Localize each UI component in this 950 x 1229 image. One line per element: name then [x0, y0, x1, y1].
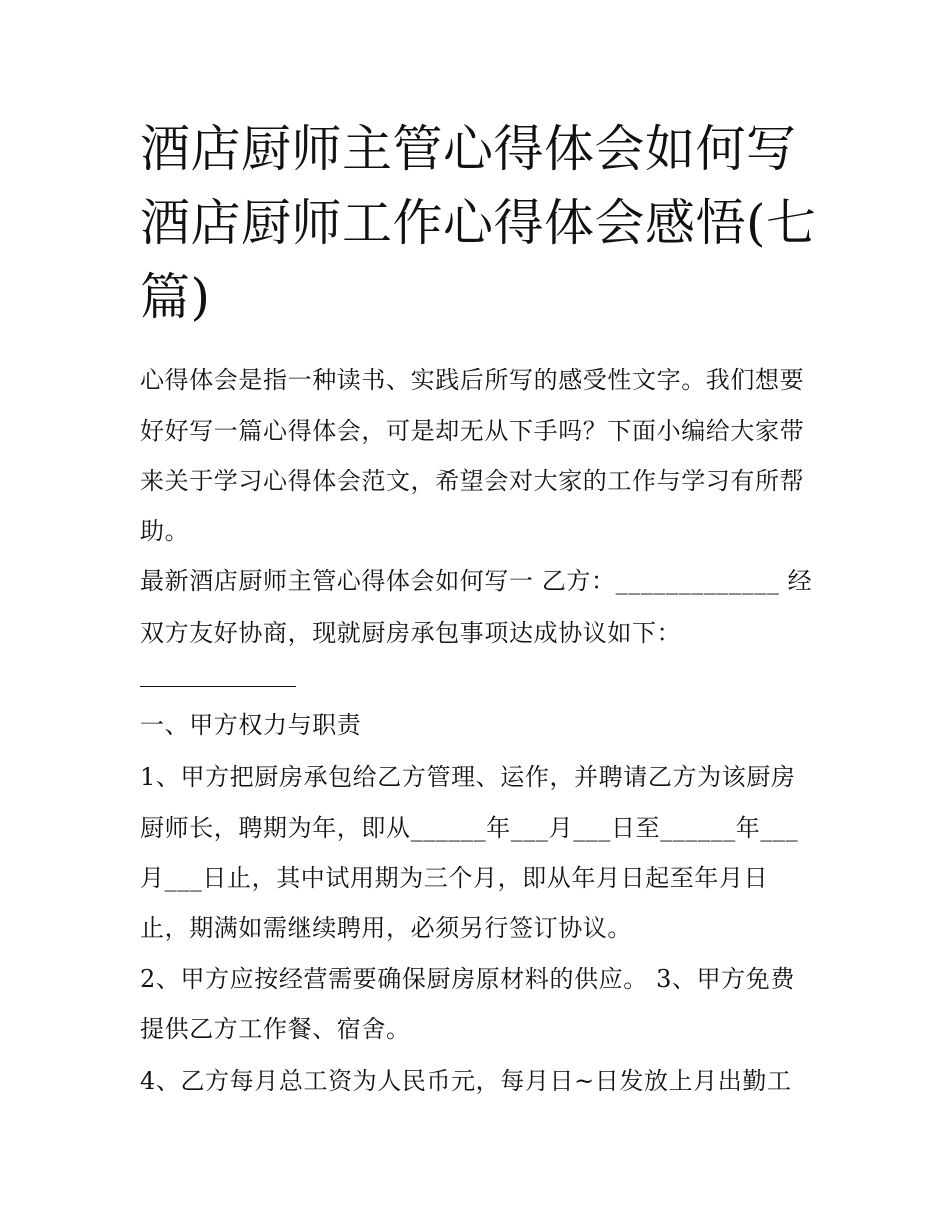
document-title — [140, 112, 830, 334]
clause-heading-party-a: 一、甲方权力与职责 — [140, 711, 362, 739]
title-line-1: 酒店厨师主管心得体会如何写 — [140, 120, 797, 178]
clause-1-line-1: 1、甲方把厨房承包给乙方管理、运作，并聘请乙方为该厨房 — [140, 763, 796, 791]
clause-1-line-3: 月___日止，其中试用期为三个月，即从年月日起至年月日 — [140, 864, 769, 892]
clause-1-line-2: 厨师长，聘期为年，即从______年___月___日至______年___ — [140, 814, 799, 842]
clause-1-line-4: 止，期满如需继续聘用，必须另行签订协议。 — [140, 914, 632, 942]
intro-line-1: 心得体会是指一种读书、实践后所写的感受性文字。我们想要 — [140, 366, 805, 394]
title-line-2: 酒店厨师工作心得体会感悟(七 — [140, 194, 817, 252]
intro-line-3: 来关于学习心得体会范文，希望会对大家的工作与学习有所帮 — [140, 467, 805, 495]
clause-4-line-1: 4、乙方每月总工资为人民币元，每月日~日发放上月出勤工 — [140, 1067, 792, 1095]
clause-2-line-1: 2、甲方应按经营需要确保厨房原材料的供应。 3、甲方免费 — [140, 965, 795, 993]
clause-2-line-2: 提供乙方工作餐、宿舍。 — [140, 1015, 411, 1043]
intro-line-2: 好好写一篇心得体会，可是却无从下手吗？下面小编给大家带 — [140, 417, 805, 445]
intro-line-4: 助。 — [140, 517, 190, 545]
blank-signature-line — [140, 686, 296, 687]
agreement-intro-line: 双方友好协商，现就厨房承包事项达成协议如下： — [140, 619, 682, 647]
section-heading-line: 最新酒店厨师主管心得体会如何写一 乙方：_____________ 经 — [140, 567, 813, 595]
title-line-3: 篇) — [140, 268, 211, 326]
